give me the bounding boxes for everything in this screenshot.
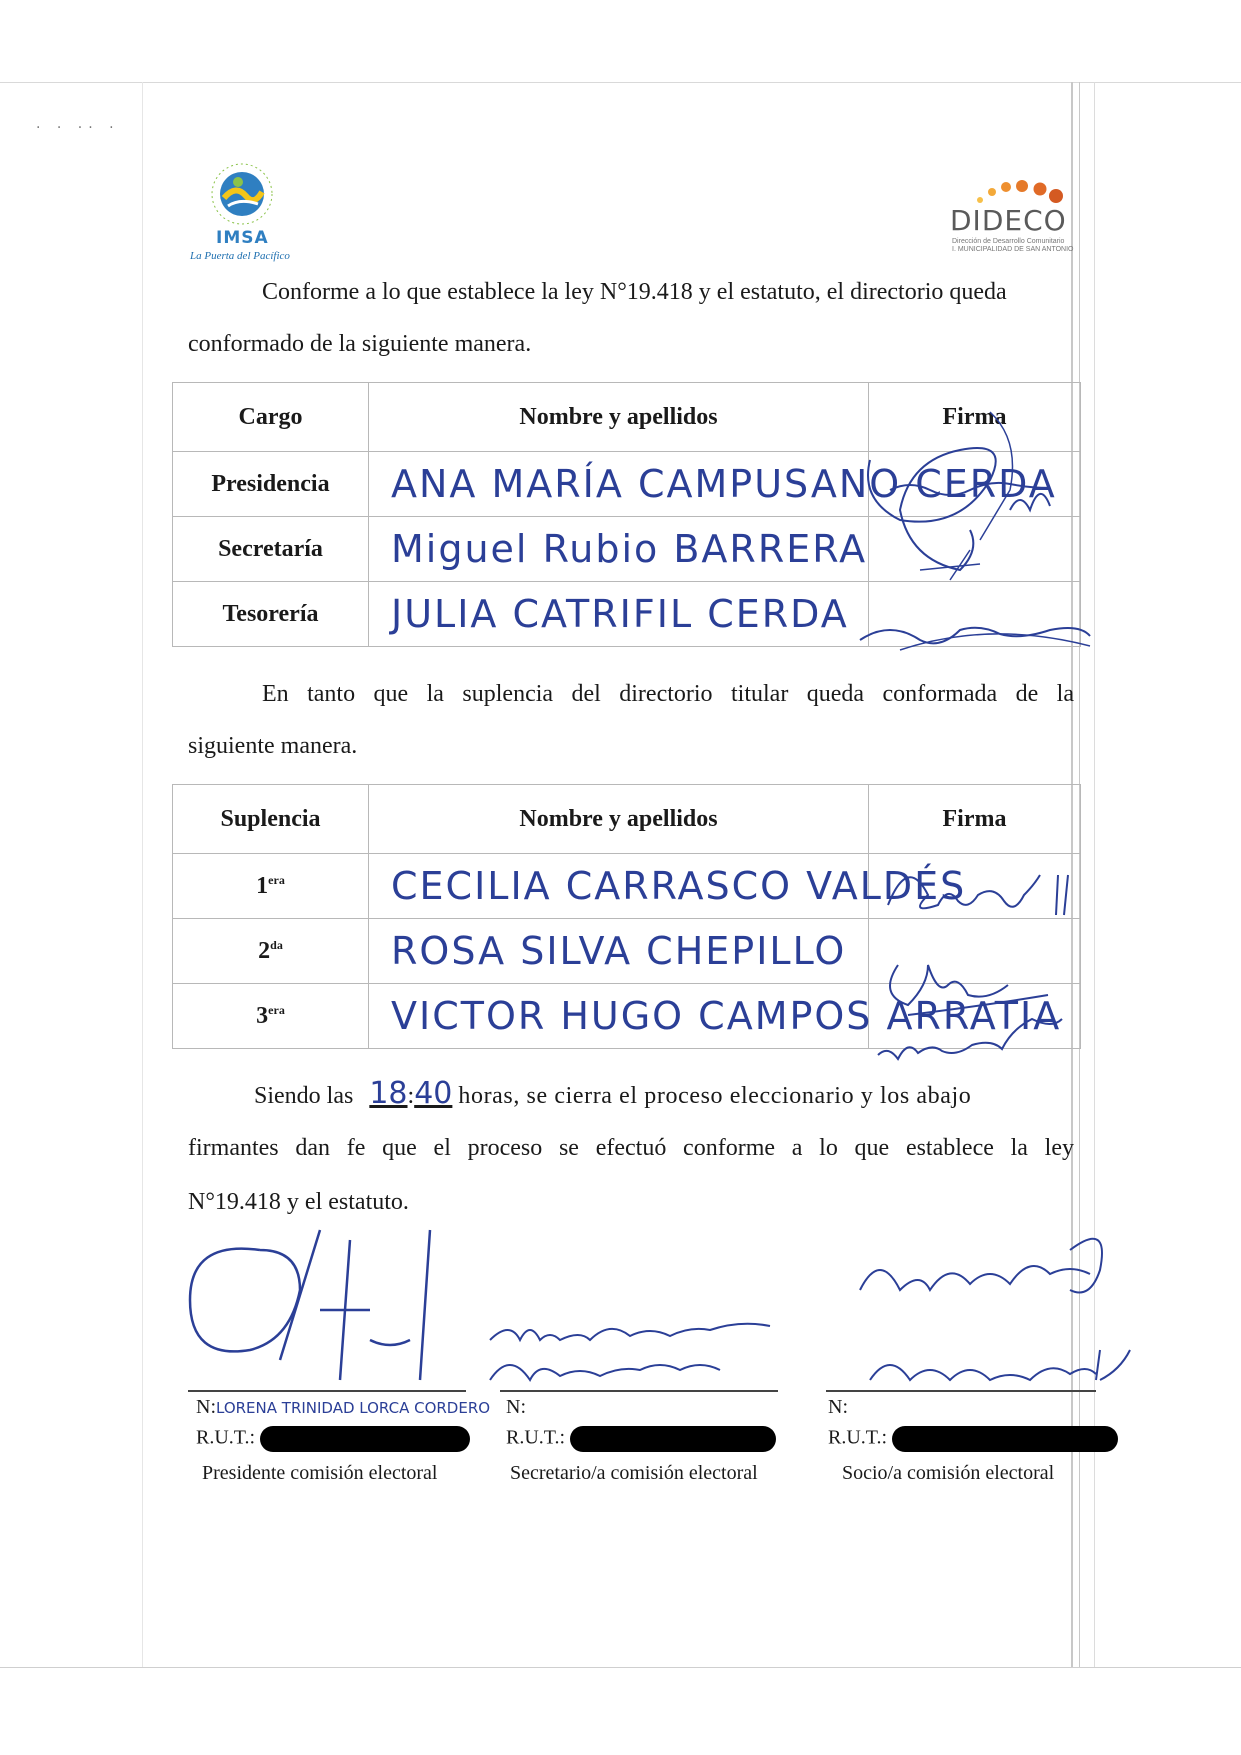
header-firma: Firma — [869, 383, 1081, 452]
redaction-bar — [260, 1426, 470, 1452]
suplencia-table-header — [173, 785, 1081, 854]
signature-n-3 — [828, 1396, 848, 1419]
handwritten-name: ROSA SILVA CHEPILLO — [391, 929, 847, 973]
signature-line-1 — [188, 1390, 466, 1392]
ordinal-cell: $1^{era}$ — [173, 854, 369, 919]
n-label: N: — [506, 1396, 526, 1418]
ordinal-cell: $3^{era}$ — [173, 984, 369, 1049]
closing-colon: : — [407, 1083, 415, 1109]
suplencia-intro-line-2: siguiente manera. — [188, 733, 358, 759]
dideco-logo — [950, 178, 1080, 258]
commission-signatures — [170, 1210, 1130, 1390]
ordinal-cell: $2^{da}$ — [173, 919, 369, 984]
closing-minute: 40 — [414, 1076, 453, 1111]
cargo-cell: Tesorería — [173, 582, 369, 647]
header-firma: Firma — [869, 785, 1081, 854]
intro-line-1: Conforme a lo que establece la ley N°19.418 y el estatuto, el directorio queda — [262, 279, 1007, 305]
n-label: N: — [196, 1396, 216, 1418]
header-suplencia: Suplencia — [173, 785, 369, 854]
imsa-logo-name: IMSA — [216, 228, 269, 248]
handwritten-name: Miguel Rubio BARRERA — [391, 527, 868, 571]
cargo-cell: Secretaría — [173, 517, 369, 582]
signature-line-2 — [500, 1390, 778, 1392]
imsa-emblem-icon — [190, 158, 300, 238]
closing-siendo: Siendo las — [254, 1083, 354, 1109]
directorio-signatures — [840, 400, 1100, 690]
scan-specks: · · ·· · — [36, 120, 120, 136]
dideco-logo-name: DIDECO — [950, 204, 1067, 237]
page-edge-top — [0, 82, 1241, 83]
signature-rut-3 — [828, 1426, 1118, 1452]
closing-hour: 18 — [369, 1076, 408, 1111]
signature-rut-1 — [196, 1426, 470, 1452]
signature-role-2: Secretario/a comisión electoral — [510, 1462, 758, 1484]
handwritten-name: JULIA CATRIFIL CERDA — [391, 592, 849, 636]
signature-n-2 — [506, 1396, 526, 1419]
signature-line-3 — [826, 1390, 1096, 1392]
redaction-bar — [570, 1426, 776, 1452]
signature-n-1 — [196, 1396, 490, 1419]
handwritten-name: CECILIA CARRASCO VALDÉS — [391, 864, 967, 908]
closing-rest: horas, se cierra el proceso eleccionario y los abajo — [458, 1083, 972, 1109]
page-edge-left — [142, 82, 143, 1667]
header-cargo: Cargo — [173, 383, 369, 452]
dideco-dots-icon — [972, 178, 1092, 206]
signature-role-3: Socio/a comisión electoral — [842, 1462, 1055, 1484]
suplencia-intro-line-1: En tanto que la suplencia del directorio titular queda conformada de la — [262, 681, 1074, 707]
redaction-bar — [892, 1426, 1118, 1452]
handwritten-name: VICTOR HUGO CAMPOS ARRATIA — [391, 994, 1062, 1038]
intro-line-2: conformado de la siguiente manera. — [188, 331, 532, 357]
handwritten-name: ANA MARÍA CAMPUSANO CERDA — [391, 462, 1057, 506]
page-edge-bottom — [0, 1667, 1241, 1668]
signature-rut-2 — [506, 1426, 776, 1452]
header-nombre: Nombre y apellidos — [369, 383, 869, 452]
signature-role-1: Presidente comisión electoral — [202, 1462, 438, 1484]
imsa-logo-motto: La Puerta del Pacífico — [190, 250, 290, 262]
cargo-cell: Presidencia — [173, 452, 369, 517]
dideco-logo-subtitle-1: Dirección de Desarrollo Comunitario — [952, 238, 1065, 245]
n-value: LORENA TRINIDAD LORCA CORDERO — [216, 1399, 491, 1417]
closing-line-1 — [254, 1076, 1074, 1111]
rut-label: R.U.T.: — [506, 1426, 566, 1449]
imsa-logo — [190, 158, 300, 268]
n-label: N: — [828, 1396, 848, 1418]
header-nombre: Nombre y apellidos — [369, 785, 869, 854]
rut-label: R.U.T.: — [828, 1426, 888, 1449]
rut-label: R.U.T.: — [196, 1426, 256, 1449]
closing-line-2: firmantes dan fe que el proceso se efectuó conforme a lo que establece la ley — [188, 1135, 1074, 1161]
dideco-logo-subtitle-2: I. MUNICIPALIDAD DE SAN ANTONIO — [952, 246, 1074, 253]
suplencia-signatures — [868, 855, 1108, 1075]
closing-line-3: N°19.418 y el estatuto. — [188, 1189, 409, 1215]
